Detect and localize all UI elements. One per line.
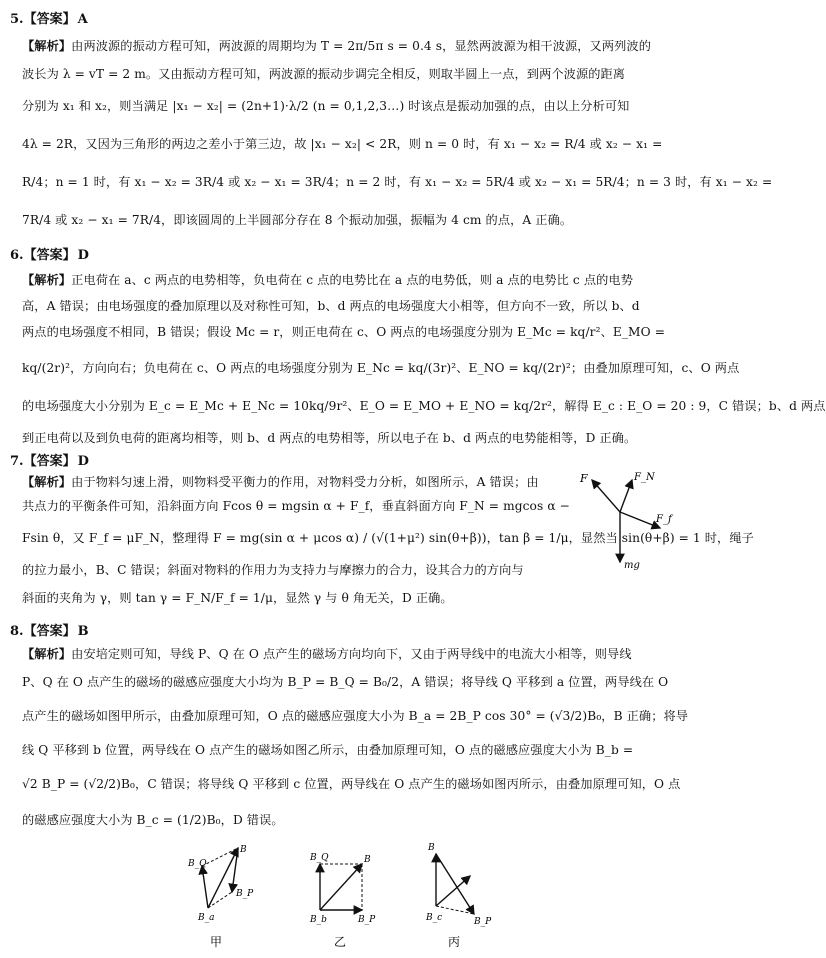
answer-label: 【答案】: [23, 12, 76, 27]
analysis-line: 到正电荷以及到负电荷的距离均相等，则 b、d 两点的电势相等，所以电子在 b、d 两点的电势能相等，D 正确。: [22, 431, 637, 445]
figure-bing: [420, 840, 500, 954]
label-BP: B_P: [358, 915, 376, 925]
vector-B: [320, 864, 362, 910]
problem-number: 8.: [10, 624, 24, 639]
analysis-line: 分别为 x₁ 和 x₂，则当满足 |x₁ − x₂| = (2n+1)·λ/2 (n = 0,1,2,3…) 时该点是振动加强的点，由以上分析可知: [22, 99, 630, 113]
label-mg: mg: [624, 560, 640, 571]
label-BQ: B_Q: [310, 853, 329, 863]
analysis-line: 的电场强度大小分别为 E_c = E_Mc + E_Nc = 10kq/9r²、E_O = E_MO + E_NO = kq/2r²，解得 E_c : E_O = 20 : 9，C 错误；b、d 两点: [22, 399, 826, 413]
problem-number: 5.: [10, 12, 24, 27]
vector-BQ: [202, 866, 208, 908]
analysis-line: 共点力的平衡条件可知，沿斜面方向 Fcos θ = mgsin α + F_f，垂直斜面方向 F_N = mgcos α −: [22, 499, 570, 513]
answer-label: 【答案】: [23, 454, 76, 469]
figure-caption-jia: 甲: [210, 935, 223, 949]
analysis-label: 【解析】: [22, 39, 72, 53]
problem-number: 6.: [10, 248, 24, 263]
analysis-line: 7R/4 或 x₂ − x₁ = 7R/4，即该圆周的上半圆部分存在 8 个振动加强，振幅为 4 cm 的点，A 正确。: [22, 213, 573, 227]
answer-line: [10, 450, 89, 469]
label-B: B: [364, 855, 371, 865]
problem-number: 7.: [10, 454, 24, 469]
analysis-line: 【解析】由于物料匀速上滑，则物料受平衡力的作用，对物料受力分析，如图所示，A 错误；由: [22, 475, 539, 489]
analysis-line: 高，A 错误；由电场强度的叠加原理以及对称性可知，b、d 两点的电场强度大小相等，但方向不一致，所以 b、d: [22, 299, 640, 313]
label-Ba: B_a: [198, 913, 215, 923]
analysis-line: 【解析】由安培定则可知，导线 P、Q 在 O 点产生的磁场方向均向下，又由于两导线中的电流大小相等，则导线: [22, 647, 632, 661]
answer-value: B: [77, 624, 89, 639]
analysis-label: 【解析】: [22, 475, 72, 489]
label-F: F: [580, 472, 588, 485]
answer-value: D: [77, 248, 89, 263]
force-diagram: [580, 468, 676, 578]
label-Ff: F_f: [656, 514, 672, 525]
analysis-line: 的拉力最小，B、C 错误；斜面对物料的作用力为支持力与摩擦力的合力，设其合力的方向与: [22, 563, 524, 577]
analysis-line: 两点的电场强度不相同，B 错误；假设 Mc = r，则正电荷在 c、O 两点的电场强度分别为 E_Mc = kq/r²、E_MO =: [22, 325, 666, 339]
label-BP: B_P: [236, 889, 254, 899]
force-F-arrow: [592, 480, 620, 512]
analysis-line: R/4；n = 1 时，有 x₁ − x₂ = 3R/4 或 x₂ − x₁ = 3R/4；n = 2 时，有 x₁ − x₂ = 5R/4 或 x₂ − x₁ = 5R/4；n = 3 时，有 x₁ − x₂ =: [22, 175, 773, 189]
label-BP: B_P: [474, 917, 492, 927]
answer-label: 【答案】: [23, 248, 76, 263]
answer-line: [10, 620, 89, 639]
analysis-line: 波长为 λ = vT = 2 m。又由振动方程可知，两波源的振动步调完全相反，则取半圆上一点，到两个波源的距离: [22, 67, 626, 81]
analysis-line: 4λ = 2R，又因为三角形的两边之差小于第三边，故 |x₁ − x₂| < 2R，则 n = 0 时，有 x₁ − x₂ = R/4 或 x₂ − x₁ =: [22, 137, 663, 151]
force-Ff-arrow: [620, 512, 660, 528]
label-FN: F_N: [634, 472, 655, 483]
figure-yi: [306, 840, 386, 954]
answer-line: [10, 244, 89, 263]
analysis-line: Fsin θ，又 F_f = μF_N，整理得 F = mg(sin α + μcos α) / (√(1+μ²) sin(θ+β))，tan β = 1/μ，显然当 sin(θ+β) = 1 时，绳子: [22, 531, 754, 545]
figure-caption-yi: 乙: [334, 935, 347, 949]
analysis-line: kq/(2r)²，方向向右；负电荷在 c、O 两点的电场强度分别为 E_Nc = kq/(3r)²、E_NO = kq/(2r)²；由叠加原理可知，c、O 两点: [22, 361, 740, 375]
analysis-line: √2 B_P = (√2/2)B₀，C 错误；将导线 Q 平移到 c 位置，两导线在 O 点产生的磁场如图丙所示，由叠加原理可知，O 点: [22, 777, 681, 791]
analysis-label: 【解析】: [22, 273, 72, 287]
analysis-label: 【解析】: [22, 647, 72, 661]
figure-caption-bing: 丙: [448, 935, 461, 949]
label-B: B: [428, 843, 435, 853]
figure-jia: [188, 840, 268, 954]
analysis-line: 线 Q 平移到 b 位置，两导线在 O 点产生的磁场如图乙所示，由叠加原理可知，O 点的磁感应强度大小为 B_b =: [22, 743, 634, 757]
analysis-line: P、Q 在 O 点产生的磁场的磁感应强度大小均为 B_P = B_Q = B₀/2，A 错误；将导线 Q 平移到 a 位置，两导线在 O: [22, 675, 669, 689]
analysis-line: 点产生的磁场如图甲所示，由叠加原理可知，O 点的磁感应强度大小为 B_a = 2B_P cos 30° = (√3/2)B₀，B 正确；将导: [22, 709, 689, 723]
label-Bc: B_c: [426, 913, 443, 923]
analysis-line: 【解析】由两波源的振动方程可知，两波源的周期均为 T = 2π/5π s = 0.4 s，显然两波源为相干波源，又两列波的: [22, 39, 651, 53]
label-BQ: B_Q: [188, 859, 207, 869]
answer-value: D: [77, 454, 89, 469]
vector-BP: [436, 854, 474, 914]
label-Bb: B_b: [310, 915, 327, 925]
guide-line: [202, 848, 238, 866]
answer-line: [10, 8, 88, 27]
force-FN-arrow: [620, 480, 632, 512]
analysis-line: 斜面的夹角为 γ，则 tan γ = F_N/F_f = 1/μ，显然 γ 与 θ 角无关，D 正确。: [22, 591, 453, 605]
label-B: B: [240, 845, 247, 855]
answer-label: 【答案】: [23, 624, 76, 639]
analysis-line: 【解析】正电荷在 a、c 两点的电势相等，负电荷在 c 点的电势比在 a 点的电势低，则 a 点的电势比 c 点的电势: [22, 273, 633, 287]
analysis-line: 的磁感应强度大小为 B_c = (1/2)B₀，D 错误。: [22, 813, 284, 827]
answer-value: A: [77, 12, 88, 27]
